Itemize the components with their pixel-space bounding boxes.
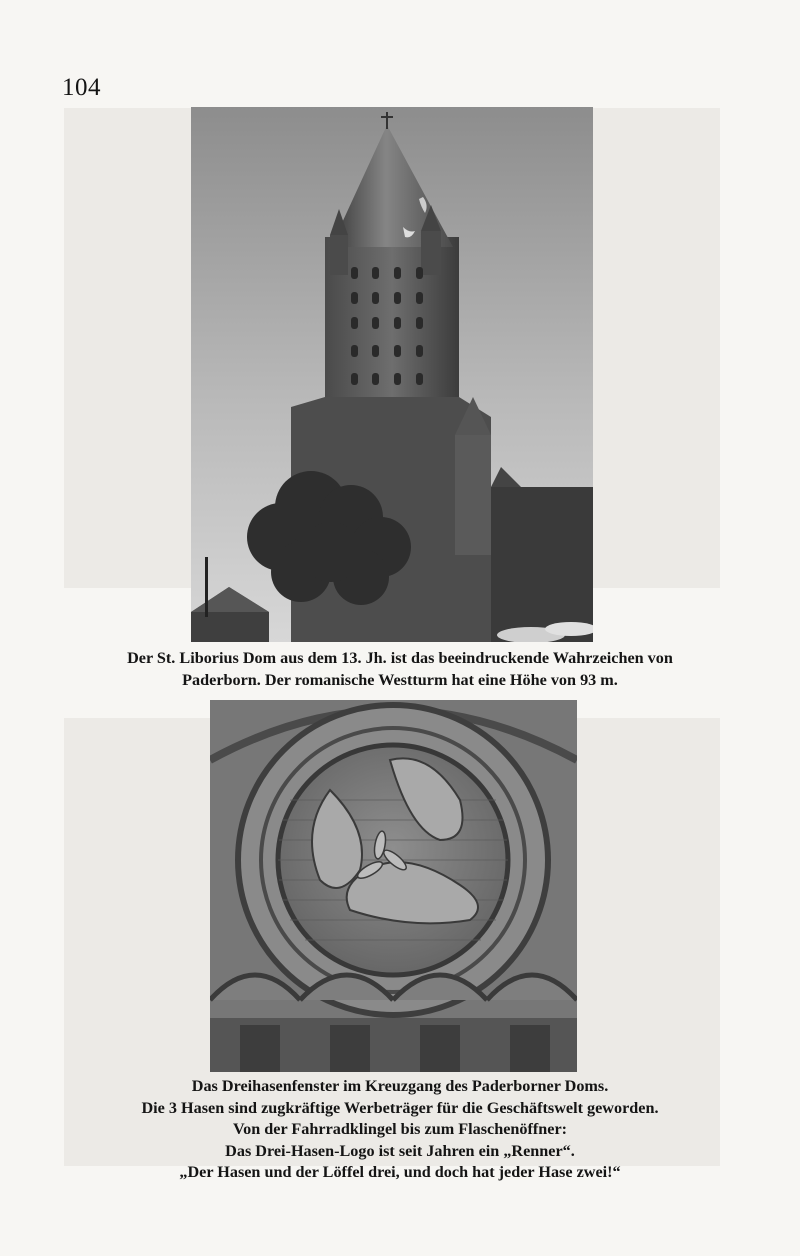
cathedral-tower-image [191, 107, 593, 642]
caption-line: „Der Hasen und der Löffel drei, und doch hat jeder Hase zwei!“ [179, 1163, 621, 1181]
caption-line: Die 3 Hasen sind zugkräftige Werbeträger für die Geschäftswelt geworden. [141, 1098, 659, 1117]
caption-line: Von der Fahrradklingel bis zum Flaschenöffner: [232, 1120, 568, 1138]
tower-caption [40, 648, 760, 691]
three-hares-window-image [210, 700, 577, 1072]
three-hares-window-photo [210, 700, 577, 1072]
page-number: 104 [62, 74, 101, 101]
caption-line: Der St. Liborius Dom aus dem 13. Jh. ist das beeindruckende Wahrzeichen von [127, 649, 673, 667]
caption-line: Das Drei-Hasen-Logo ist seit Jahren ein „Renner“. [225, 1141, 575, 1160]
caption-line: Paderborn. Der romanische Westturm hat eine Höhe von 93 m. [182, 670, 618, 689]
tower-photo [191, 107, 593, 642]
three-hares-caption [40, 1076, 760, 1184]
caption-line: Das Dreihasenfenster im Kreuzgang des Paderborner Doms. [191, 1077, 609, 1095]
